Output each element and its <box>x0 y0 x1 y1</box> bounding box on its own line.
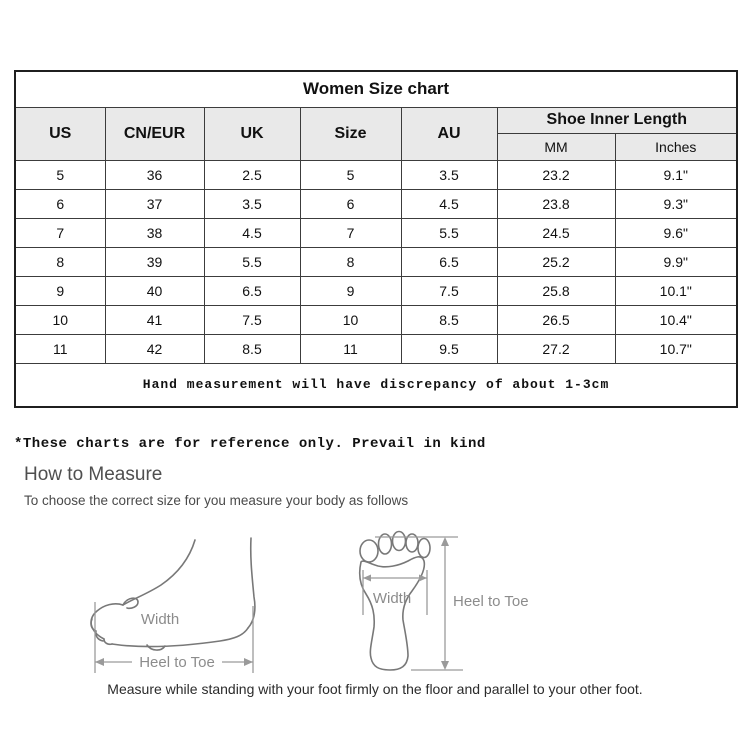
table-cell: 10.4" <box>615 305 737 334</box>
table-cell: 7 <box>300 218 401 247</box>
table-cell: 36 <box>105 160 204 189</box>
table-cell: 9 <box>300 276 401 305</box>
table-cell: 9.9" <box>615 247 737 276</box>
measure-caption: Measure while standing with your foot firmly on the floor and parallel to your other foot. <box>107 681 643 697</box>
table-cell: 2.5 <box>204 160 300 189</box>
footprint-width-arrowhead-right <box>419 575 427 582</box>
size-chart-table <box>14 70 738 408</box>
table-cell: 5.5 <box>204 247 300 276</box>
table-cell: 4.5 <box>204 218 300 247</box>
footprint-toe-5 <box>418 539 430 558</box>
table-cell: 7.5 <box>401 276 497 305</box>
side-arrowhead-left <box>95 658 104 666</box>
table-title-row <box>15 71 737 107</box>
table-cell: 37 <box>105 189 204 218</box>
table-cell: 9.3" <box>615 189 737 218</box>
table-cell: 10.7" <box>615 334 737 363</box>
table-footnote: Hand measurement will have discrepancy of about 1-3cm <box>15 363 737 407</box>
col-header-size: Size <box>300 107 401 160</box>
footprint-sole-outline <box>360 557 425 670</box>
table-cell: 8 <box>15 247 105 276</box>
table-cell: 9 <box>15 276 105 305</box>
size-table-body <box>15 160 737 363</box>
foot-side-sole <box>112 628 248 647</box>
footprint-length-arrowhead-top <box>441 537 449 546</box>
table-row <box>15 247 737 276</box>
table-row <box>15 189 737 218</box>
table-cell: 26.5 <box>497 305 615 334</box>
table-cell: 6.5 <box>204 276 300 305</box>
col-header-inches: Inches <box>615 133 737 160</box>
table-cell: 5 <box>15 160 105 189</box>
how-to-measure-heading: How to Measure <box>24 464 163 485</box>
table-cell: 4.5 <box>401 189 497 218</box>
col-header-mm: MM <box>497 133 615 160</box>
table-cell: 39 <box>105 247 204 276</box>
table-cell: 6.5 <box>401 247 497 276</box>
col-header-us: US <box>15 107 105 160</box>
footprint-diagram <box>345 518 560 680</box>
table-cell: 42 <box>105 334 204 363</box>
table-cell: 10 <box>15 305 105 334</box>
table-row <box>15 305 737 334</box>
table-cell: 11 <box>15 334 105 363</box>
table-cell: 10.1" <box>615 276 737 305</box>
foot-side-view-diagram <box>85 518 275 680</box>
table-cell: 8.5 <box>204 334 300 363</box>
reference-note: *These charts are for reference only. Prevail in kind <box>14 436 486 452</box>
foot-side-heel-and-leg <box>248 538 255 628</box>
table-cell: 23.8 <box>497 189 615 218</box>
table-row <box>15 334 737 363</box>
table-row <box>15 218 737 247</box>
table-cell: 6 <box>15 189 105 218</box>
footprint-big-toe <box>360 540 378 562</box>
table-cell: 7.5 <box>204 305 300 334</box>
table-cell: 38 <box>105 218 204 247</box>
col-header-uk: UK <box>204 107 300 160</box>
table-cell: 41 <box>105 305 204 334</box>
col-header-shoe-inner-length: Shoe Inner Length <box>497 107 737 133</box>
footprint-width-label: Width <box>372 590 412 607</box>
foot-side-outline <box>123 540 195 605</box>
table-row <box>15 160 737 189</box>
table-cell: 11 <box>300 334 401 363</box>
table-footnote-row <box>15 363 737 407</box>
table-cell: 23.2 <box>497 160 615 189</box>
table-cell: 10 <box>300 305 401 334</box>
table-cell: 7 <box>15 218 105 247</box>
table-cell: 27.2 <box>497 334 615 363</box>
table-cell: 5 <box>300 160 401 189</box>
table-cell: 8.5 <box>401 305 497 334</box>
table-cell: 25.8 <box>497 276 615 305</box>
table-cell: 9.5 <box>401 334 497 363</box>
table-cell: 40 <box>105 276 204 305</box>
col-header-au: AU <box>401 107 497 160</box>
table-cell: 3.5 <box>204 189 300 218</box>
col-header-cn-eur: CN/EUR <box>105 107 204 160</box>
table-cell: 3.5 <box>401 160 497 189</box>
table-cell: 9.1" <box>615 160 737 189</box>
table-title: Women Size chart <box>15 71 737 107</box>
table-cell: 6 <box>300 189 401 218</box>
side-heel-to-toe-label: Heel to Toe <box>139 654 215 671</box>
table-cell: 25.2 <box>497 247 615 276</box>
footprint-length-arrowhead-bottom <box>441 661 449 670</box>
table-header-row <box>15 107 737 133</box>
table-cell: 24.5 <box>497 218 615 247</box>
table-cell: 8 <box>300 247 401 276</box>
side-arrowhead-right <box>244 658 253 666</box>
footprint-toe-3 <box>393 532 406 551</box>
table-cell: 9.6" <box>615 218 737 247</box>
footprint-width-arrowhead-left <box>363 575 371 582</box>
side-width-label: Width <box>140 611 180 628</box>
footprint-heel-to-toe-label: Heel to Toe <box>453 593 529 610</box>
table-cell: 5.5 <box>401 218 497 247</box>
table-row <box>15 276 737 305</box>
how-to-measure-subtitle: To choose the correct size for you measure your body as follows <box>24 493 409 508</box>
